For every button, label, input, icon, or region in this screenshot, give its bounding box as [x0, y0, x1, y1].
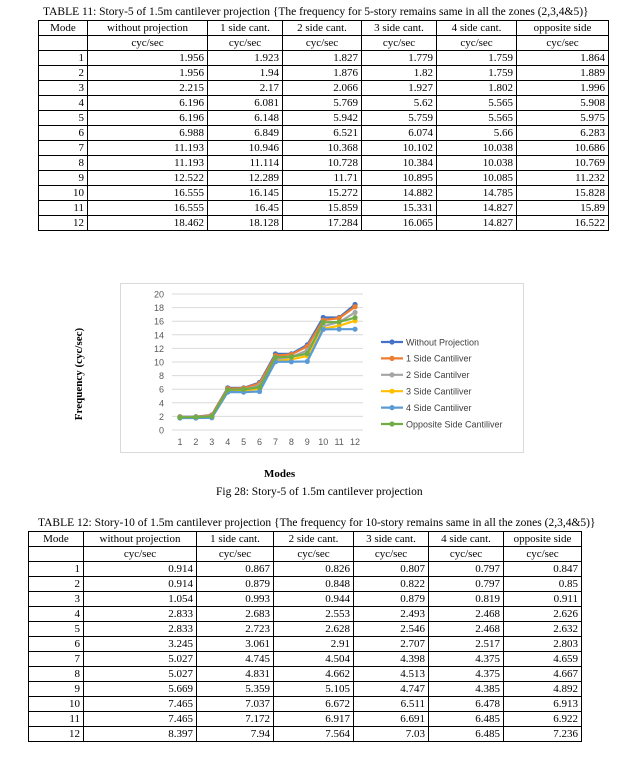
value-cell: 5.027: [84, 652, 197, 667]
value-cell: 15.859: [283, 201, 362, 216]
table-row: [29, 592, 582, 607]
value-cell: 7.236: [504, 727, 582, 742]
legend-label: 1 Side Cantiliver: [406, 353, 472, 364]
table12-header-cell: Mode: [29, 532, 84, 547]
value-cell: 4.385: [429, 682, 504, 697]
value-cell: 10.085: [437, 171, 517, 186]
table11-unit-cell: cyc/sec: [283, 36, 362, 51]
value-cell: 0.822: [354, 577, 429, 592]
legend-label: 3 Side Cantiliver: [406, 386, 472, 397]
value-cell: 4.662: [274, 667, 354, 682]
value-cell: 6.922: [504, 712, 582, 727]
table11-units-row: [39, 36, 609, 51]
data-point: [209, 414, 214, 419]
y-tick-label: 12: [153, 343, 164, 354]
value-cell: 0.911: [504, 592, 582, 607]
value-cell: 0.879: [197, 577, 274, 592]
legend-item: [381, 403, 472, 413]
table12-header-row: [29, 532, 582, 547]
table11-header-cell: 2 side cant.: [283, 21, 362, 36]
table-row: [39, 111, 609, 126]
data-point: [337, 327, 342, 332]
value-cell: 7.037: [197, 697, 274, 712]
value-cell: 5.769: [283, 96, 362, 111]
value-cell: 7.03: [354, 727, 429, 742]
value-cell: 6.478: [429, 697, 504, 712]
value-cell: 4.375: [429, 652, 504, 667]
legend-item: [381, 337, 479, 347]
legend-marker: [389, 356, 394, 361]
value-cell: 10.686: [517, 141, 609, 156]
table-row: [29, 652, 582, 667]
value-cell: 0.826: [274, 562, 354, 577]
value-cell: 15.828: [517, 186, 609, 201]
frequency-line-chart: [120, 283, 524, 453]
value-cell: 6.988: [88, 126, 208, 141]
table-row: [29, 562, 582, 577]
table-row: [29, 577, 582, 592]
table11-unit-cell: cyc/sec: [88, 36, 208, 51]
value-cell: 2.493: [354, 607, 429, 622]
value-cell: 10.102: [362, 141, 437, 156]
value-cell: 2.833: [84, 622, 197, 637]
table-row: [29, 637, 582, 652]
value-cell: 1.827: [283, 51, 362, 66]
value-cell: 1.923: [208, 51, 283, 66]
value-cell: 6.849: [208, 126, 283, 141]
value-cell: 4.747: [354, 682, 429, 697]
value-cell: 18.128: [208, 216, 283, 231]
table11-unit-cell: cyc/sec: [517, 36, 609, 51]
table-row: [39, 156, 609, 171]
table12-unit-cell: cyc/sec: [274, 547, 354, 562]
value-cell: 0.819: [429, 592, 504, 607]
mode-cell: 6: [39, 126, 88, 141]
mode-cell: 8: [29, 667, 84, 682]
x-tick-label: 4: [225, 437, 231, 447]
table12-unit-cell: cyc/sec: [504, 547, 582, 562]
table12-header-cell: 3 side cant.: [354, 532, 429, 547]
table11-unit-cell: [39, 36, 88, 51]
value-cell: 2.468: [429, 622, 504, 637]
mode-cell: 9: [29, 682, 84, 697]
value-cell: 10.038: [437, 141, 517, 156]
value-cell: 1.889: [517, 66, 609, 81]
mode-cell: 4: [29, 607, 84, 622]
mode-cell: 2: [29, 577, 84, 592]
value-cell: 15.272: [283, 186, 362, 201]
value-cell: 2.553: [274, 607, 354, 622]
value-cell: 1.94: [208, 66, 283, 81]
data-point: [337, 319, 342, 324]
value-cell: 6.074: [362, 126, 437, 141]
value-cell: 11.193: [88, 156, 208, 171]
mode-cell: 1: [39, 51, 88, 66]
x-tick-label: 5: [241, 437, 247, 447]
value-cell: 6.081: [208, 96, 283, 111]
value-cell: 0.848: [274, 577, 354, 592]
table12-units-row: [29, 547, 582, 562]
data-point: [352, 327, 357, 332]
table12: [28, 531, 582, 742]
table12-unit-cell: [29, 547, 84, 562]
x-tick-label: 6: [257, 437, 263, 447]
value-cell: 2.468: [429, 607, 504, 622]
value-cell: 6.485: [429, 712, 504, 727]
value-cell: 0.85: [504, 577, 582, 592]
table-row: [29, 607, 582, 622]
value-cell: 4.745: [197, 652, 274, 667]
legend-item: [381, 419, 503, 429]
value-cell: 16.555: [88, 201, 208, 216]
table11-unit-cell: cyc/sec: [437, 36, 517, 51]
figure28-caption: Fig 28: Story-5 of 1.5m cantilever projection: [216, 486, 423, 498]
table12-unit-cell: cyc/sec: [354, 547, 429, 562]
value-cell: 2.683: [197, 607, 274, 622]
value-cell: 10.368: [283, 141, 362, 156]
x-tick-label: 1: [177, 437, 183, 447]
table12-header-cell: 1 side cant.: [197, 532, 274, 547]
mode-cell: 3: [39, 81, 88, 96]
value-cell: 10.038: [437, 156, 517, 171]
value-cell: 6.521: [283, 126, 362, 141]
value-cell: 5.565: [437, 96, 517, 111]
value-cell: 5.105: [274, 682, 354, 697]
value-cell: 5.975: [517, 111, 609, 126]
table11-header-cell: 3 side cant.: [362, 21, 437, 36]
mode-cell: 11: [29, 712, 84, 727]
value-cell: 18.462: [88, 216, 208, 231]
value-cell: 2.517: [429, 637, 504, 652]
value-cell: 7.564: [274, 727, 354, 742]
value-cell: 14.827: [437, 201, 517, 216]
value-cell: 4.831: [197, 667, 274, 682]
legend-marker: [389, 339, 394, 344]
value-cell: 0.914: [84, 562, 197, 577]
data-point: [193, 415, 198, 420]
value-cell: 7.465: [84, 697, 197, 712]
mode-cell: 7: [39, 141, 88, 156]
value-cell: 0.867: [197, 562, 274, 577]
value-cell: 16.555: [88, 186, 208, 201]
y-tick-label: 2: [158, 411, 164, 422]
legend-label: Without Projection: [406, 337, 480, 348]
mode-cell: 12: [29, 727, 84, 742]
mode-cell: 12: [39, 216, 88, 231]
legend-label: Opposite Side Cantiliver: [406, 419, 503, 430]
y-tick-label: 4: [158, 398, 164, 409]
data-point: [352, 315, 357, 320]
value-cell: 0.993: [197, 592, 274, 607]
value-cell: 4.667: [504, 667, 582, 682]
value-cell: 2.628: [274, 622, 354, 637]
table12-header-cell: 4 side cant.: [429, 532, 504, 547]
mode-cell: 3: [29, 592, 84, 607]
chart-legend: [381, 337, 503, 429]
value-cell: 8.397: [84, 727, 197, 742]
x-tick-label: 10: [318, 437, 329, 447]
value-cell: 14.882: [362, 186, 437, 201]
value-cell: 1.996: [517, 81, 609, 96]
value-cell: 0.797: [429, 562, 504, 577]
mode-cell: 6: [29, 637, 84, 652]
table11-header-cell: without projection: [88, 21, 208, 36]
value-cell: 6.917: [274, 712, 354, 727]
table11-header-cell: 1 side cant.: [208, 21, 283, 36]
value-cell: 11.71: [283, 171, 362, 186]
mode-cell: 5: [39, 111, 88, 126]
x-tick-label: 11: [334, 437, 344, 447]
table12-unit-cell: cyc/sec: [429, 547, 504, 562]
value-cell: 2.626: [504, 607, 582, 622]
table12-unit-cell: cyc/sec: [197, 547, 274, 562]
table12-unit-cell: cyc/sec: [84, 547, 197, 562]
data-point: [352, 304, 357, 309]
value-cell: 0.879: [354, 592, 429, 607]
y-tick-label: 0: [158, 425, 164, 436]
table-row: [39, 201, 609, 216]
value-cell: 7.465: [84, 712, 197, 727]
value-cell: 6.913: [504, 697, 582, 712]
value-cell: 2.546: [354, 622, 429, 637]
value-cell: 7.94: [197, 727, 274, 742]
value-cell: 5.669: [84, 682, 197, 697]
x-tick-label: 7: [272, 437, 278, 447]
table12-caption: TABLE 12: Story-10 of 1.5m cantilever projection {The frequency for 10-story remains same in all the zones (2,3,4&5)}: [38, 517, 596, 529]
table-row: [29, 712, 582, 727]
value-cell: 1.956: [88, 51, 208, 66]
data-point: [305, 351, 310, 356]
value-cell: 1.927: [362, 81, 437, 96]
table11-header-cell: Mode: [39, 21, 88, 36]
data-point: [352, 310, 357, 315]
value-cell: 14.785: [437, 186, 517, 201]
value-cell: 6.485: [429, 727, 504, 742]
y-tick-label: 14: [153, 330, 164, 341]
data-point: [273, 355, 278, 360]
legend-label: 4 Side Cantiliver: [406, 402, 472, 413]
data-point: [289, 359, 294, 364]
table-row: [39, 81, 609, 96]
table-row: [29, 622, 582, 637]
value-cell: 4.375: [429, 667, 504, 682]
value-cell: 7.172: [197, 712, 274, 727]
table-row: [29, 697, 582, 712]
mode-cell: 11: [39, 201, 88, 216]
table11-header-cell: opposite side: [517, 21, 609, 36]
value-cell: 6.283: [517, 126, 609, 141]
y-tick-label: 6: [158, 384, 164, 395]
value-cell: 10.946: [208, 141, 283, 156]
value-cell: 15.331: [362, 201, 437, 216]
table-row: [39, 186, 609, 201]
x-tick-label: 3: [209, 437, 215, 447]
value-cell: 4.892: [504, 682, 582, 697]
legend-item: [381, 370, 470, 380]
value-cell: 10.384: [362, 156, 437, 171]
y-tick-label: 8: [158, 371, 164, 382]
table11-unit-cell: cyc/sec: [362, 36, 437, 51]
value-cell: 10.769: [517, 156, 609, 171]
y-tick-label: 10: [153, 357, 164, 368]
value-cell: 3.245: [84, 637, 197, 652]
x-tick-label: 2: [193, 437, 199, 447]
table-row: [39, 96, 609, 111]
value-cell: 11.232: [517, 171, 609, 186]
y-tick-label: 20: [153, 289, 164, 300]
value-cell: 1.054: [84, 592, 197, 607]
chart-y-ticks: [154, 290, 164, 436]
value-cell: 6.691: [354, 712, 429, 727]
mode-cell: 2: [39, 66, 88, 81]
value-cell: 12.289: [208, 171, 283, 186]
table-row: [39, 51, 609, 66]
table11-caption: TABLE 11: Story-5 of 1.5m cantilever projection {The frequency for 5-story remains same in all the zones (2,3,4&5)}: [43, 6, 589, 18]
x-tick-label: 9: [304, 437, 310, 447]
value-cell: 16.065: [362, 216, 437, 231]
value-cell: 2.803: [504, 637, 582, 652]
value-cell: 0.807: [354, 562, 429, 577]
chart-y-axis-label: Frequency (cyc/sec): [73, 327, 85, 421]
mode-cell: 1: [29, 562, 84, 577]
table11-unit-cell: cyc/sec: [208, 36, 283, 51]
value-cell: 11.193: [88, 141, 208, 156]
value-cell: 2.723: [197, 622, 274, 637]
value-cell: 4.504: [274, 652, 354, 667]
value-cell: 1.759: [437, 66, 517, 81]
value-cell: 12.522: [88, 171, 208, 186]
mode-cell: 4: [39, 96, 88, 111]
legend-item: [381, 354, 472, 364]
value-cell: 0.944: [274, 592, 354, 607]
chart-svg: [121, 284, 523, 452]
value-cell: 2.91: [274, 637, 354, 652]
value-cell: 6.672: [274, 697, 354, 712]
value-cell: 10.895: [362, 171, 437, 186]
value-cell: 5.027: [84, 667, 197, 682]
data-point: [241, 387, 246, 392]
value-cell: 16.45: [208, 201, 283, 216]
value-cell: 1.779: [362, 51, 437, 66]
value-cell: 4.398: [354, 652, 429, 667]
table-row: [39, 126, 609, 141]
legend-item: [381, 387, 472, 397]
legend-marker: [389, 405, 394, 410]
legend-marker: [389, 372, 394, 377]
legend-marker: [389, 421, 394, 426]
y-tick-label: 18: [153, 303, 164, 314]
value-cell: 2.707: [354, 637, 429, 652]
value-cell: 6.511: [354, 697, 429, 712]
chart-x-axis-label: Modes: [264, 468, 296, 480]
value-cell: 0.914: [84, 577, 197, 592]
value-cell: 1.876: [283, 66, 362, 81]
value-cell: 15.89: [517, 201, 609, 216]
value-cell: 10.728: [283, 156, 362, 171]
chart-x-ticks: [177, 437, 360, 447]
table12-header-cell: without projection: [84, 532, 197, 547]
table-row: [29, 667, 582, 682]
mode-cell: 9: [39, 171, 88, 186]
value-cell: 1.802: [437, 81, 517, 96]
data-point: [289, 354, 294, 359]
value-cell: 2.632: [504, 622, 582, 637]
value-cell: 5.908: [517, 96, 609, 111]
value-cell: 6.196: [88, 96, 208, 111]
value-cell: 4.659: [504, 652, 582, 667]
value-cell: 17.284: [283, 216, 362, 231]
value-cell: 16.145: [208, 186, 283, 201]
data-point: [225, 387, 230, 392]
value-cell: 0.847: [504, 562, 582, 577]
table-row: [39, 216, 609, 231]
y-tick-label: 16: [153, 316, 164, 327]
legend-label: 2 Side Cantilver: [406, 370, 470, 381]
table-row: [29, 682, 582, 697]
value-cell: 5.66: [437, 126, 517, 141]
value-cell: 16.522: [517, 216, 609, 231]
value-cell: 5.359: [197, 682, 274, 697]
value-cell: 5.62: [362, 96, 437, 111]
chart-gridlines: [172, 294, 363, 430]
x-tick-label: 12: [350, 437, 361, 447]
data-point: [305, 359, 310, 364]
table-row: [39, 171, 609, 186]
legend-marker: [389, 389, 394, 394]
mode-cell: 10: [39, 186, 88, 201]
mode-cell: 8: [39, 156, 88, 171]
data-point: [257, 385, 262, 390]
mode-cell: 7: [29, 652, 84, 667]
table-row: [39, 141, 609, 156]
mode-cell: 10: [29, 697, 84, 712]
value-cell: 6.148: [208, 111, 283, 126]
table-row: [39, 66, 609, 81]
value-cell: 5.565: [437, 111, 517, 126]
value-cell: 6.196: [88, 111, 208, 126]
value-cell: 0.797: [429, 577, 504, 592]
value-cell: 2.215: [88, 81, 208, 96]
data-point: [321, 320, 326, 325]
value-cell: 2.833: [84, 607, 197, 622]
table11-header-row: [39, 21, 609, 36]
value-cell: 5.942: [283, 111, 362, 126]
table11: [38, 20, 609, 231]
value-cell: 2.066: [283, 81, 362, 96]
value-cell: 3.061: [197, 637, 274, 652]
table12-header-cell: opposite side: [504, 532, 582, 547]
value-cell: 14.827: [437, 216, 517, 231]
x-tick-label: 8: [288, 437, 294, 447]
table-row: [29, 727, 582, 742]
data-point: [177, 415, 182, 420]
value-cell: 2.17: [208, 81, 283, 96]
table11-header-cell: 4 side cant.: [437, 21, 517, 36]
value-cell: 1.759: [437, 51, 517, 66]
value-cell: 5.759: [362, 111, 437, 126]
value-cell: 1.956: [88, 66, 208, 81]
value-cell: 1.864: [517, 51, 609, 66]
table12-header-cell: 2 side cant.: [274, 532, 354, 547]
mode-cell: 5: [29, 622, 84, 637]
value-cell: 1.82: [362, 66, 437, 81]
value-cell: 4.513: [354, 667, 429, 682]
value-cell: 11.114: [208, 156, 283, 171]
